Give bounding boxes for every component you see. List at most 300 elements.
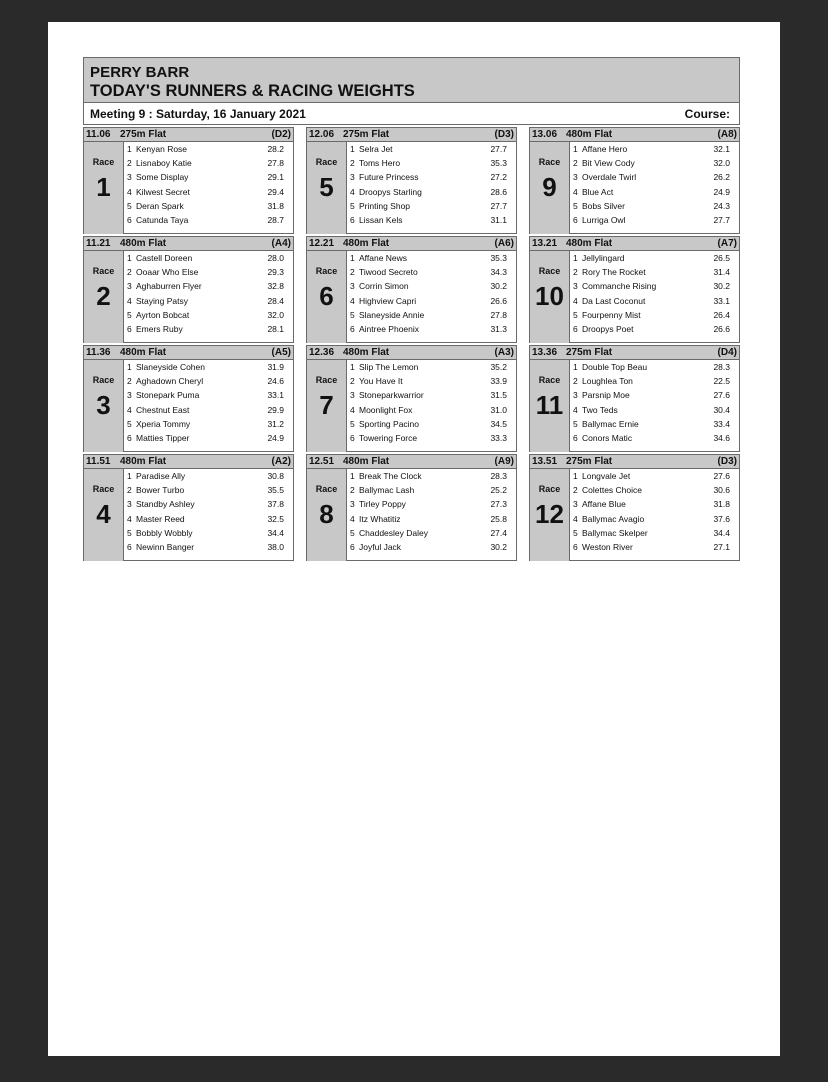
runner-weight: 32.8 xyxy=(267,281,284,292)
runner-list xyxy=(347,142,517,227)
runner-weight: 30.4 xyxy=(713,404,730,415)
runner-trap: 1 xyxy=(127,471,132,481)
runner-name: Ballymac Ernie xyxy=(582,418,639,429)
runner-row xyxy=(570,322,740,336)
race-time: 11.36 xyxy=(86,347,111,358)
runner-weight: 27.6 xyxy=(713,471,730,481)
runner-trap: 1 xyxy=(350,362,355,372)
runner-row xyxy=(570,388,740,402)
runner-name: Longvale Jet xyxy=(582,471,631,481)
race-time: 12.36 xyxy=(309,347,335,358)
race-grade: (D4) xyxy=(717,347,737,358)
runner-row xyxy=(347,156,517,170)
race-distance: 480m Flat xyxy=(120,238,167,249)
race-card xyxy=(83,236,294,343)
runner-weight: 35.3 xyxy=(490,158,507,169)
runner-row xyxy=(570,185,740,199)
runner-row xyxy=(347,322,517,336)
runner-list xyxy=(570,469,740,554)
race-number: 11 xyxy=(535,390,564,420)
runner-name: Deran Spark xyxy=(136,200,184,211)
runner-name: Printing Shop xyxy=(359,200,411,211)
runner-weight: 27.7 xyxy=(713,214,730,225)
runner-trap: 1 xyxy=(350,253,355,263)
runner-weight: 34.4 xyxy=(713,527,730,538)
runner-trap: 1 xyxy=(350,471,355,481)
runner-weight: 24.3 xyxy=(713,200,730,211)
race-time: 11.21 xyxy=(86,238,111,249)
runner-row xyxy=(124,469,294,483)
runner-name: Overdale Twirl xyxy=(582,172,637,183)
runner-weight: 26.6 xyxy=(490,295,507,306)
race-number-panel xyxy=(307,360,347,452)
runner-name: Selra Jet xyxy=(359,144,393,154)
runner-weight: 32.5 xyxy=(267,513,284,524)
runner-name: Bobbly Wobbly xyxy=(136,527,193,538)
runner-trap: 2 xyxy=(127,267,132,278)
runner-row xyxy=(124,417,294,431)
runner-weight: 27.4 xyxy=(490,527,507,538)
race-number-panel xyxy=(307,142,347,234)
runner-list xyxy=(347,469,517,554)
race-distance: 480m Flat xyxy=(120,456,167,467)
runner-weight: 30.2 xyxy=(490,541,507,552)
race-distance: 275m Flat xyxy=(566,456,613,467)
runner-list xyxy=(570,142,740,227)
race-grade: (A2) xyxy=(271,456,291,467)
runner-row xyxy=(570,360,740,374)
runner-trap: 3 xyxy=(573,172,578,183)
runner-name: Staying Patsy xyxy=(136,295,188,306)
runner-weight: 26.5 xyxy=(713,253,730,263)
runner-name: Ballymac Lash xyxy=(359,485,415,496)
runner-weight: 26.4 xyxy=(713,309,730,320)
runner-row xyxy=(124,374,294,388)
race-header xyxy=(307,237,516,251)
runner-name: Castell Doreen xyxy=(136,253,193,263)
runner-name: Break The Clock xyxy=(359,471,422,481)
runner-row xyxy=(570,170,740,184)
runner-row xyxy=(570,469,740,483)
race-card xyxy=(529,454,740,561)
runner-row xyxy=(570,213,740,227)
runner-row xyxy=(124,497,294,511)
runner-trap: 5 xyxy=(573,527,578,538)
race-number: 9 xyxy=(542,172,557,202)
runner-name: Stonepark Puma xyxy=(136,390,200,401)
race-label: Race xyxy=(92,375,115,385)
runner-row xyxy=(124,512,294,526)
race-grade: (A8) xyxy=(717,129,737,140)
runner-weight: 31.8 xyxy=(713,499,730,510)
runner-name: Slaneyside Cohen xyxy=(136,362,205,372)
runner-trap: 6 xyxy=(573,214,578,225)
runner-trap: 2 xyxy=(127,376,132,387)
runner-name: Moonlight Fox xyxy=(359,404,413,415)
runner-row xyxy=(347,469,517,483)
race-header xyxy=(530,455,739,469)
runner-weight: 32.0 xyxy=(713,158,730,169)
runner-weight: 30.6 xyxy=(713,485,730,496)
runner-weight: 34.4 xyxy=(267,527,284,538)
runner-row xyxy=(570,265,740,279)
runner-trap: 3 xyxy=(127,499,132,510)
runner-weight: 27.7 xyxy=(490,200,507,211)
runner-weight: 27.8 xyxy=(267,158,284,169)
runner-weight: 24.6 xyxy=(267,376,284,387)
runner-trap: 6 xyxy=(573,432,578,443)
runner-row xyxy=(347,251,517,265)
race-grade: (A7) xyxy=(717,238,737,249)
runner-row xyxy=(124,279,294,293)
runner-trap: 5 xyxy=(127,309,132,320)
race-header xyxy=(530,346,739,360)
runner-row xyxy=(124,483,294,497)
runner-trap: 5 xyxy=(573,309,578,320)
runner-name: Affane Hero xyxy=(582,144,628,154)
runner-weight: 31.2 xyxy=(267,418,284,429)
runner-name: Ooaar Who Else xyxy=(136,267,199,278)
runner-row xyxy=(124,403,294,417)
runner-weight: 34.5 xyxy=(490,418,507,429)
runner-row xyxy=(347,417,517,431)
runner-name: Joyful Jack xyxy=(359,541,402,552)
runner-trap: 6 xyxy=(573,541,578,552)
runner-row xyxy=(347,512,517,526)
race-label: Race xyxy=(315,375,338,385)
race-card xyxy=(83,127,294,234)
race-time: 13.36 xyxy=(532,347,558,358)
title-box xyxy=(83,57,740,103)
runner-row xyxy=(570,417,740,431)
runner-name: Chestnut East xyxy=(136,404,190,415)
runner-weight: 27.7 xyxy=(490,144,507,154)
runner-name: Bit View Cody xyxy=(582,158,635,169)
race-card xyxy=(306,236,517,343)
runner-trap: 5 xyxy=(350,527,355,538)
runner-weight: 29.9 xyxy=(267,404,284,415)
runner-name: Stoneparkwarrior xyxy=(359,390,424,401)
runner-row xyxy=(124,251,294,265)
race-grade: (D2) xyxy=(271,129,291,140)
runner-row xyxy=(124,185,294,199)
runner-weight: 31.3 xyxy=(490,323,507,334)
race-time: 13.21 xyxy=(532,238,558,249)
race-number: 6 xyxy=(319,281,334,311)
runner-name: Bower Turbo xyxy=(136,485,185,496)
race-time: 11.51 xyxy=(86,456,111,467)
runner-row xyxy=(347,497,517,511)
race-number: 4 xyxy=(96,499,111,529)
runner-row xyxy=(570,526,740,540)
runner-name: Double Top Beau xyxy=(582,362,648,372)
race-number: 12 xyxy=(535,499,564,529)
runner-row xyxy=(347,403,517,417)
runner-row xyxy=(124,294,294,308)
race-grade: (A3) xyxy=(494,347,514,358)
runner-weight: 27.6 xyxy=(713,390,730,401)
runner-trap: 2 xyxy=(350,158,355,169)
runner-trap: 6 xyxy=(127,323,132,334)
runner-trap: 6 xyxy=(350,214,355,225)
runner-weight: 33.4 xyxy=(713,418,730,429)
runner-weight: 32.0 xyxy=(267,309,284,320)
runner-weight: 33.1 xyxy=(713,295,730,306)
runner-row xyxy=(570,497,740,511)
runner-trap: 5 xyxy=(127,418,132,429)
runner-name: Slip The Lemon xyxy=(359,362,419,372)
race-distance: 275m Flat xyxy=(343,129,390,140)
runner-row xyxy=(570,279,740,293)
runner-row xyxy=(124,308,294,322)
runner-weight: 28.3 xyxy=(713,362,730,372)
race-number-panel xyxy=(307,251,347,343)
runner-weight: 30.2 xyxy=(490,281,507,292)
runner-trap: 3 xyxy=(350,390,355,401)
runner-row xyxy=(124,540,294,554)
runner-trap: 2 xyxy=(573,158,578,169)
race-label: Race xyxy=(315,157,338,167)
race-time: 12.51 xyxy=(309,456,335,467)
runner-trap: 3 xyxy=(127,281,132,292)
runner-list xyxy=(570,360,740,445)
runner-trap: 1 xyxy=(573,253,578,263)
runner-trap: 1 xyxy=(573,362,578,372)
runner-weight: 35.5 xyxy=(267,485,284,496)
runner-row xyxy=(124,265,294,279)
runner-name: Future Princess xyxy=(359,172,419,183)
race-distance: 480m Flat xyxy=(343,347,390,358)
runner-name: Slaneyside Annie xyxy=(359,309,425,320)
race-distance: 480m Flat xyxy=(566,129,613,140)
race-distance: 480m Flat xyxy=(343,238,390,249)
race-distance: 480m Flat xyxy=(343,456,390,467)
runner-name: Da Last Coconut xyxy=(582,295,646,306)
runner-weight: 37.8 xyxy=(267,499,284,510)
course-label: Course: xyxy=(684,107,730,121)
runner-name: Commanche Rising xyxy=(582,281,657,292)
runner-row xyxy=(124,360,294,374)
runner-trap: 6 xyxy=(350,541,355,552)
runner-trap: 2 xyxy=(350,267,355,278)
race-number-panel xyxy=(84,251,124,343)
runner-trap: 5 xyxy=(573,200,578,211)
runner-trap: 1 xyxy=(127,144,132,154)
runner-trap: 1 xyxy=(127,362,132,372)
runner-weight: 31.9 xyxy=(267,362,284,372)
runner-row xyxy=(347,308,517,322)
runner-name: Toms Hero xyxy=(359,158,401,169)
runner-name: Rory The Rocket xyxy=(582,267,646,278)
runner-weight: 28.2 xyxy=(267,144,284,154)
runner-trap: 4 xyxy=(350,404,355,415)
runner-name: Kenyan Rose xyxy=(136,144,188,154)
runner-weight: 34.6 xyxy=(713,432,730,443)
runner-name: You Have It xyxy=(359,376,403,387)
runner-weight: 28.0 xyxy=(267,253,284,263)
runner-name: Kilwest Secret xyxy=(136,186,190,197)
race-number: 10 xyxy=(535,281,564,311)
race-card xyxy=(306,454,517,561)
runner-list xyxy=(570,251,740,336)
runner-list xyxy=(124,251,294,336)
race-time: 13.06 xyxy=(532,129,558,140)
race-number: 7 xyxy=(319,390,334,420)
race-time: 11.06 xyxy=(86,129,111,140)
runner-row xyxy=(347,199,517,213)
runner-trap: 6 xyxy=(350,323,355,334)
runner-weight: 33.9 xyxy=(490,376,507,387)
race-number-panel xyxy=(530,469,570,561)
race-card xyxy=(83,454,294,561)
runner-name: Corrin Simon xyxy=(359,281,409,292)
race-card xyxy=(529,236,740,343)
runner-row xyxy=(347,213,517,227)
race-number-panel xyxy=(84,469,124,561)
runner-trap: 2 xyxy=(573,485,578,496)
runner-trap: 6 xyxy=(127,214,132,225)
runner-trap: 6 xyxy=(127,432,132,443)
runner-row xyxy=(124,213,294,227)
runner-row xyxy=(124,156,294,170)
runner-row xyxy=(124,526,294,540)
race-label: Race xyxy=(538,375,561,385)
runner-trap: 2 xyxy=(573,376,578,387)
runner-trap: 4 xyxy=(573,295,578,306)
document-page xyxy=(48,22,780,1056)
runner-row xyxy=(570,512,740,526)
runner-name: Tiwood Secreto xyxy=(359,267,418,278)
runner-weight: 26.2 xyxy=(713,172,730,183)
race-distance: 275m Flat xyxy=(120,129,167,140)
runner-trap: 4 xyxy=(573,404,578,415)
runner-name: Ballymac Avagio xyxy=(582,513,645,524)
runner-weight: 32.1 xyxy=(713,144,730,154)
runner-weight: 26.6 xyxy=(713,323,730,334)
runner-weight: 31.0 xyxy=(490,404,507,415)
runner-weight: 35.2 xyxy=(490,362,507,372)
runner-name: Towering Force xyxy=(359,432,418,443)
runner-trap: 3 xyxy=(127,172,132,183)
runner-name: Jellylingard xyxy=(582,253,625,263)
runner-row xyxy=(570,156,740,170)
runner-name: Lisnaboy Katie xyxy=(136,158,192,169)
runner-weight: 30.8 xyxy=(267,471,284,481)
race-grade: (D3) xyxy=(494,129,514,140)
runner-name: Ayrton Bobcat xyxy=(136,309,190,320)
runner-weight: 28.4 xyxy=(267,295,284,306)
runner-name: Newinn Banger xyxy=(136,541,195,552)
runner-row xyxy=(347,388,517,402)
runner-row xyxy=(124,142,294,156)
runner-weight: 38.0 xyxy=(267,541,284,552)
runner-trap: 1 xyxy=(573,471,578,481)
runner-trap: 1 xyxy=(573,144,578,154)
runner-row xyxy=(347,185,517,199)
runner-trap: 1 xyxy=(127,253,132,263)
race-header xyxy=(84,455,293,469)
runner-trap: 3 xyxy=(350,281,355,292)
runner-row xyxy=(347,374,517,388)
runner-name: Two Teds xyxy=(582,404,618,415)
runner-name: Chaddesley Daley xyxy=(359,527,428,538)
race-time: 13.51 xyxy=(532,456,558,467)
runner-list xyxy=(124,469,294,554)
race-card xyxy=(529,345,740,452)
runner-weight: 33.1 xyxy=(267,390,284,401)
runner-weight: 28.1 xyxy=(267,323,284,334)
race-card xyxy=(306,127,517,234)
race-card xyxy=(306,345,517,452)
runner-name: Conors Matic xyxy=(582,432,633,443)
race-number-panel xyxy=(530,360,570,452)
runner-row xyxy=(570,294,740,308)
runner-trap: 4 xyxy=(127,404,132,415)
runner-trap: 2 xyxy=(350,376,355,387)
runner-trap: 4 xyxy=(350,186,355,197)
runner-row xyxy=(347,279,517,293)
race-number: 3 xyxy=(96,390,111,420)
runner-row xyxy=(570,199,740,213)
runner-trap: 3 xyxy=(350,172,355,183)
race-grade: (A5) xyxy=(271,347,291,358)
runner-weight: 28.3 xyxy=(490,471,507,481)
runner-trap: 2 xyxy=(573,267,578,278)
runner-weight: 24.9 xyxy=(713,186,730,197)
runner-row xyxy=(347,294,517,308)
runner-weight: 25.8 xyxy=(490,513,507,524)
runner-trap: 4 xyxy=(573,513,578,524)
runner-row xyxy=(347,142,517,156)
race-number: 2 xyxy=(96,281,111,311)
runner-name: Droopys Starling xyxy=(359,186,422,197)
race-label: Race xyxy=(538,157,561,167)
runner-name: Affane Blue xyxy=(582,499,626,510)
runner-name: Affane News xyxy=(359,253,408,263)
runner-row xyxy=(347,431,517,445)
race-grade: (D3) xyxy=(717,456,737,467)
race-label: Race xyxy=(92,157,115,167)
runner-weight: 25.2 xyxy=(490,485,507,496)
runner-name: Aghadown Cheryl xyxy=(136,376,204,387)
runner-weight: 31.8 xyxy=(267,200,284,211)
runner-row xyxy=(124,170,294,184)
runner-row xyxy=(570,308,740,322)
runner-trap: 5 xyxy=(350,200,355,211)
runner-name: Xperia Tommy xyxy=(136,418,191,429)
runner-weight: 31.5 xyxy=(490,390,507,401)
race-grade: (A9) xyxy=(494,456,514,467)
runner-trap: 2 xyxy=(127,485,132,496)
runner-weight: 28.7 xyxy=(267,214,284,225)
runner-name: Droopys Poet xyxy=(582,323,634,334)
runner-weight: 29.1 xyxy=(267,172,284,183)
runner-trap: 5 xyxy=(350,418,355,429)
race-distance: 275m Flat xyxy=(566,347,613,358)
runner-weight: 27.8 xyxy=(490,309,507,320)
runner-trap: 3 xyxy=(350,499,355,510)
runner-trap: 5 xyxy=(127,527,132,538)
race-number-panel xyxy=(84,142,124,234)
runner-row xyxy=(124,388,294,402)
race-number: 1 xyxy=(96,172,111,202)
race-number-panel xyxy=(307,469,347,561)
runner-trap: 5 xyxy=(573,418,578,429)
runner-row xyxy=(570,540,740,554)
runner-row xyxy=(347,170,517,184)
runner-weight: 27.2 xyxy=(490,172,507,183)
runner-weight: 33.3 xyxy=(490,432,507,443)
